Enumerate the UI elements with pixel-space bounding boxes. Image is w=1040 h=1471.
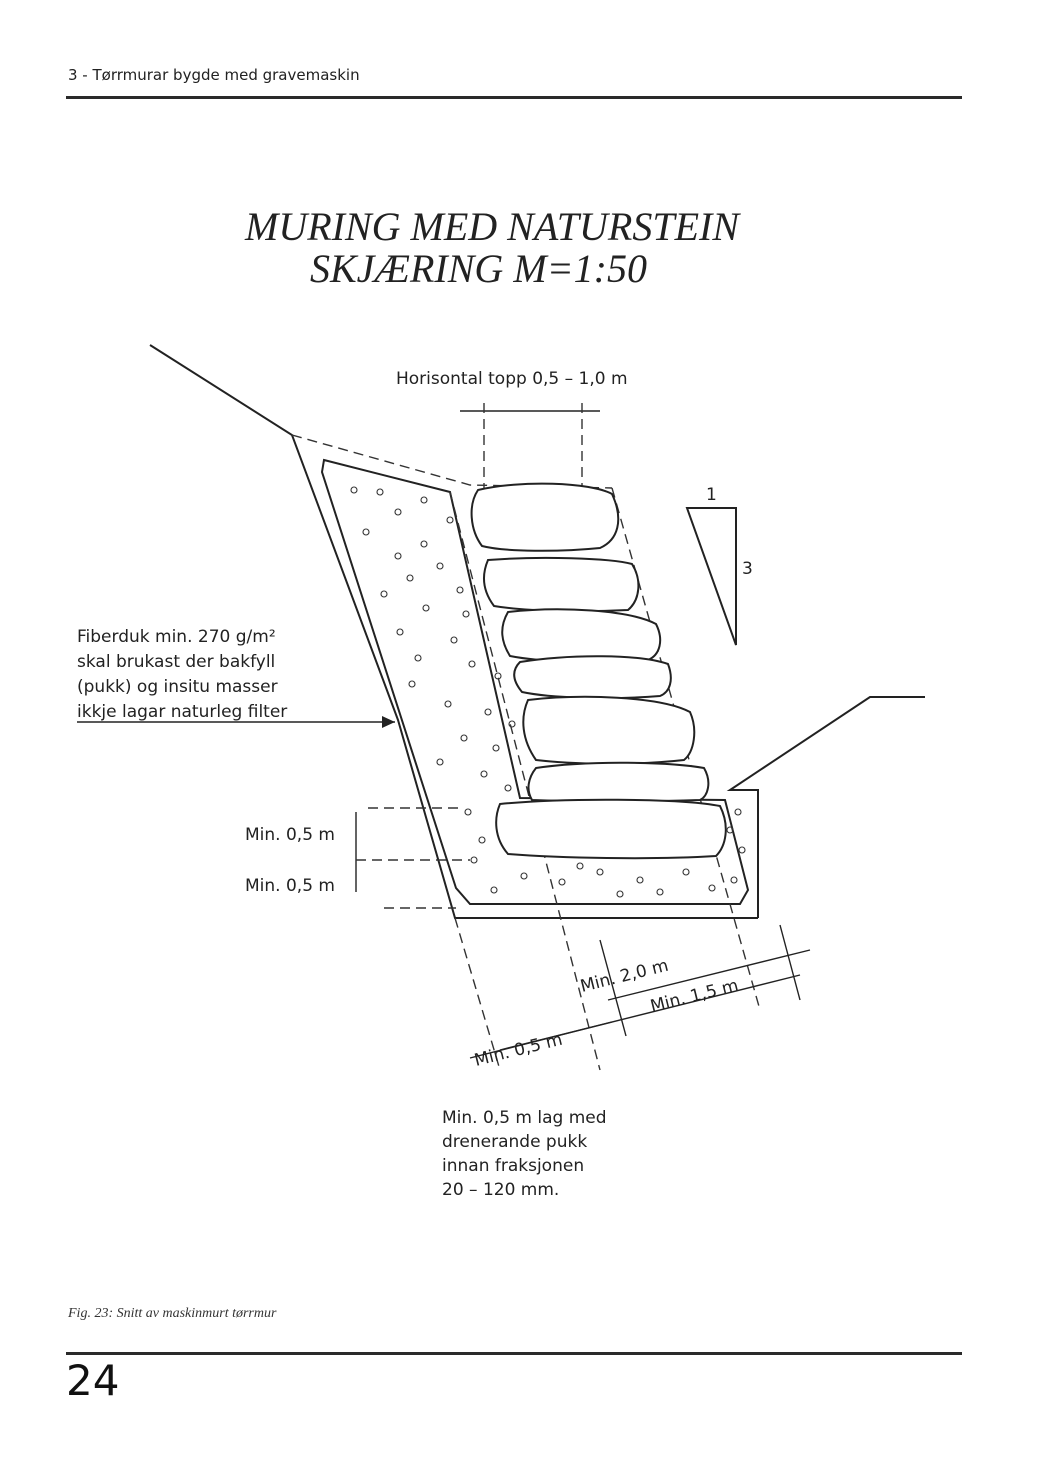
footer-rule <box>66 1352 962 1355</box>
fiber-note-line2: skal brukast der bakfyll <box>77 652 276 672</box>
dim-label-0.5m-text: Min. 0,5 m <box>472 1029 565 1071</box>
stone-blocks <box>472 484 726 859</box>
dim-label-0.5m <box>472 1030 564 1071</box>
min-label-1: Min. 0,5 m <box>245 825 335 845</box>
figure-caption: Fig. 23: Snitt av maskinmurt tørrmur <box>68 1306 277 1321</box>
min-label-2: Min. 0,5 m <box>245 876 335 896</box>
ground-line-right <box>730 697 925 918</box>
original-slope-dashed <box>292 435 612 488</box>
slope-horizontal-label: 1 <box>706 485 717 505</box>
fiber-note-line3: (pukk) og insitu masser <box>77 677 278 697</box>
drain-note-line2: drenerande pukk <box>442 1132 588 1152</box>
stone-block <box>529 763 709 802</box>
horizontal-top-label: Horisontal topp 0,5 – 1,0 m <box>396 369 628 389</box>
stone-block <box>502 609 660 662</box>
slope-ratio-triangle <box>687 508 736 645</box>
page-number: 24 <box>66 1356 120 1405</box>
drain-note-line3: innan fraksjonen <box>442 1156 585 1176</box>
stone-block <box>514 656 671 698</box>
stone-block <box>523 697 694 764</box>
drain-note-line4: 20 – 120 mm. <box>442 1180 560 1200</box>
stone-block <box>484 558 638 611</box>
dim-label-2m <box>578 956 670 997</box>
dim-label-1.5m-text: Min. 1,5 m <box>648 975 741 1017</box>
drain-note-line1: Min. 0,5 m lag med <box>442 1108 607 1128</box>
fiber-leader-arrowhead <box>382 716 395 728</box>
diagram-title-line2: SKJÆRING M=1:50 <box>310 246 647 291</box>
fiber-note-line1: Fiberduk min. 270 g/m² <box>77 627 276 647</box>
dim-tick <box>780 925 800 1000</box>
diagram-title-line1: MURING MED NATURSTEIN <box>245 204 740 249</box>
stone-block <box>496 800 726 858</box>
dim-label-2m-text: Min. 2,0 m <box>578 955 671 997</box>
running-header: 3 - Tørrmurar bygde med gravemaskin <box>68 66 360 84</box>
slope-vertical-label: 3 <box>742 559 753 579</box>
fiber-note-line4: ikkje lagar naturleg filter <box>77 702 288 722</box>
dim-label-1.5m <box>648 976 740 1017</box>
stone-block <box>472 484 619 551</box>
